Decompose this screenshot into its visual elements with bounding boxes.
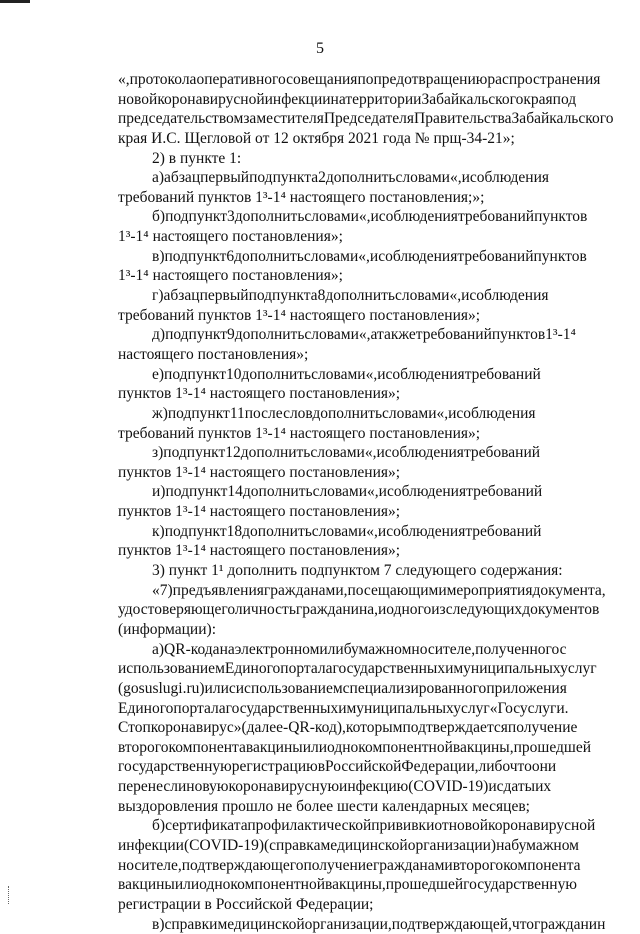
text-line-content: Единогопорталагосударственныхимуниципальныхуслуг«Госуслуги. <box>118 699 569 717</box>
text-line-content: б)сертификатапрофилактическойпрививкиотновойкоронавирусной <box>152 817 596 835</box>
text-line <box>118 816 606 836</box>
text-line-content: требований пунктов 1³-1⁴ настоящего постановления»; <box>118 424 481 442</box>
text-line <box>118 306 606 326</box>
text-line <box>118 777 606 797</box>
text-line <box>118 227 606 247</box>
text-line <box>118 757 606 777</box>
text-line <box>118 581 606 601</box>
text-line <box>118 443 606 463</box>
text-line <box>118 738 606 758</box>
text-line-content: в)подпункт6дополнитьсловами«,исоблюдениятребованийпунктов <box>152 247 587 265</box>
text-line-content: настоящего постановления»; <box>118 345 309 363</box>
text-line-content: 3) пункт 1¹ дополнить подпунктом 7 следующего содержания: <box>152 562 563 580</box>
text-line-content: вакциныилиоднокомпонентнойвакцины,прошедшейгосударственную <box>118 876 577 894</box>
text-line <box>118 70 606 90</box>
text-line-content: пунктов 1³-1⁴ настоящего постановления»; <box>118 503 401 521</box>
text-line <box>118 168 606 188</box>
text-line-content: б)подпункт3дополнитьсловами«,исоблюдениятребованийпунктов <box>152 208 588 226</box>
text-line <box>118 836 606 856</box>
text-line-content: требований пунктов 1³-1⁴ настоящего постановления»; <box>118 306 481 324</box>
text-line <box>118 247 606 267</box>
text-line-content: ж)подпункт11послесловдополнитьсловами«,исоблюдения <box>152 404 536 422</box>
page-number: 5 <box>316 40 324 57</box>
text-line-content: 1³-1⁴ настоящего постановления»; <box>118 228 343 246</box>
text-line-content: а)абзацпервыйподпункта2дополнитьсловами«,исоблюдения <box>152 169 550 187</box>
text-line <box>118 129 606 149</box>
text-line-content: регистрации в Российской Федерации; <box>118 895 374 913</box>
text-line-content: государственнуюрегистрациювРоссийскойФедерации,либочтоони <box>118 758 557 776</box>
text-line <box>118 797 606 817</box>
text-line <box>118 463 606 483</box>
text-line-content: г)абзацпервыйподпункта8дополнитьсловами«,исоблюдения <box>152 287 549 305</box>
text-line <box>118 679 606 699</box>
text-line-content: выздоровления прошло не более шести календарных месяцев; <box>118 797 530 815</box>
text-line <box>118 600 606 620</box>
text-line-content: перенеслиновуюкоронавируснуюинфекцию(COVID-19)исдатыих <box>118 778 552 796</box>
text-line-content: а)QR-коданаэлектронномилибумажномносителе,полученногос <box>152 640 567 658</box>
text-line <box>118 384 606 404</box>
text-line <box>118 561 606 581</box>
text-line <box>118 718 606 738</box>
corner-mark <box>0 0 30 3</box>
text-line-content: инфекции(COVID-19)(справкамедицинскойорганизации)набумажном <box>118 836 579 854</box>
text-line-content: второгокомпонентавакциныилиоднокомпонентнойвакцины,прошедшей <box>118 738 591 756</box>
text-line-content: требований пунктов 1³-1⁴ настоящего постановления;»; <box>118 188 485 206</box>
text-line-content: Стопкоронавирус»(далее-QR-код),которымподтверждаетсяполучение <box>118 719 578 737</box>
text-line <box>118 325 606 345</box>
text-line <box>118 424 606 444</box>
text-line <box>118 109 614 129</box>
text-line-content: пунктов 1³-1⁴ настоящего постановления»; <box>118 463 401 481</box>
text-line-content: использованиемЕдиногопорталагосударственныхимуниципальныхуслуг <box>118 660 597 678</box>
text-line-content: з)подпункт12дополнитьсловами«,исоблюдениятребований <box>152 444 541 462</box>
text-line-content: д)подпункт9дополнитьсловами«,атакжетребованийпунктов1³-1⁴ <box>152 326 576 344</box>
document-body <box>118 70 614 934</box>
text-line-content: пунктов 1³-1⁴ настоящего постановления»; <box>118 542 401 560</box>
text-line-content: председательствомзаместителяПредседателяПравительстваЗабайкальского <box>118 110 614 128</box>
text-line <box>118 699 606 719</box>
text-line-content: и)подпункт14дополнитьсловами«,исоблюдениятребований <box>152 483 543 501</box>
text-line <box>118 286 606 306</box>
text-line <box>118 188 606 208</box>
text-line <box>118 482 606 502</box>
text-line <box>118 640 606 660</box>
text-line <box>118 207 606 227</box>
text-line <box>118 365 606 385</box>
text-line <box>118 502 606 522</box>
text-line-content: 1³-1⁴ настоящего постановления»; <box>118 267 343 285</box>
text-line-content: пунктов 1³-1⁴ настоящего постановления»; <box>118 385 401 403</box>
text-line <box>118 620 606 640</box>
text-line <box>118 875 606 895</box>
text-line-content: новойкоронавируснойинфекциинатерриторииЗабайкальскогокраяпод <box>118 90 577 108</box>
text-line <box>118 90 606 110</box>
text-line-content: края И.С. Щегловой от 12 октября 2021 года № прщ-34-21»; <box>118 129 515 147</box>
text-line-content: удостоверяющеголичностьгражданина,иодногоизследующихдокументов <box>118 601 600 619</box>
text-line <box>118 522 606 542</box>
text-line-content: (информации): <box>118 620 216 638</box>
text-line-content: (gosuslugi.ru)илисиспользованиемспециализированногоприложения <box>118 679 567 697</box>
text-line <box>118 149 606 169</box>
text-line-content: в)справкимедицинскойорганизации,подтверждающей,чтогражданин <box>152 915 606 933</box>
text-line <box>118 404 606 424</box>
text-line <box>118 915 606 934</box>
text-line <box>118 345 606 365</box>
text-line <box>118 659 606 679</box>
text-line <box>118 541 606 561</box>
text-line-content: е)подпункт10дополнитьсловами«,исоблюдениятребований <box>152 365 541 383</box>
text-line-content: 2) в пункте 1: <box>152 149 242 167</box>
text-line-content: «,протоколаоперативногосовещанияпопредотвращениюраспространения <box>118 71 601 88</box>
text-line <box>118 856 606 876</box>
text-line-content: к)подпункт18дополнитьсловами«,исоблюдениятребований <box>152 522 542 540</box>
edge-marks <box>8 886 11 904</box>
text-line-content: «7)предъявлениягражданами,посещающимимероприятиядокумента, <box>152 581 606 599</box>
text-line <box>118 266 606 286</box>
text-line-content: носителе,подтверждающегополучениегражданамивторогокомпонента <box>118 856 581 874</box>
